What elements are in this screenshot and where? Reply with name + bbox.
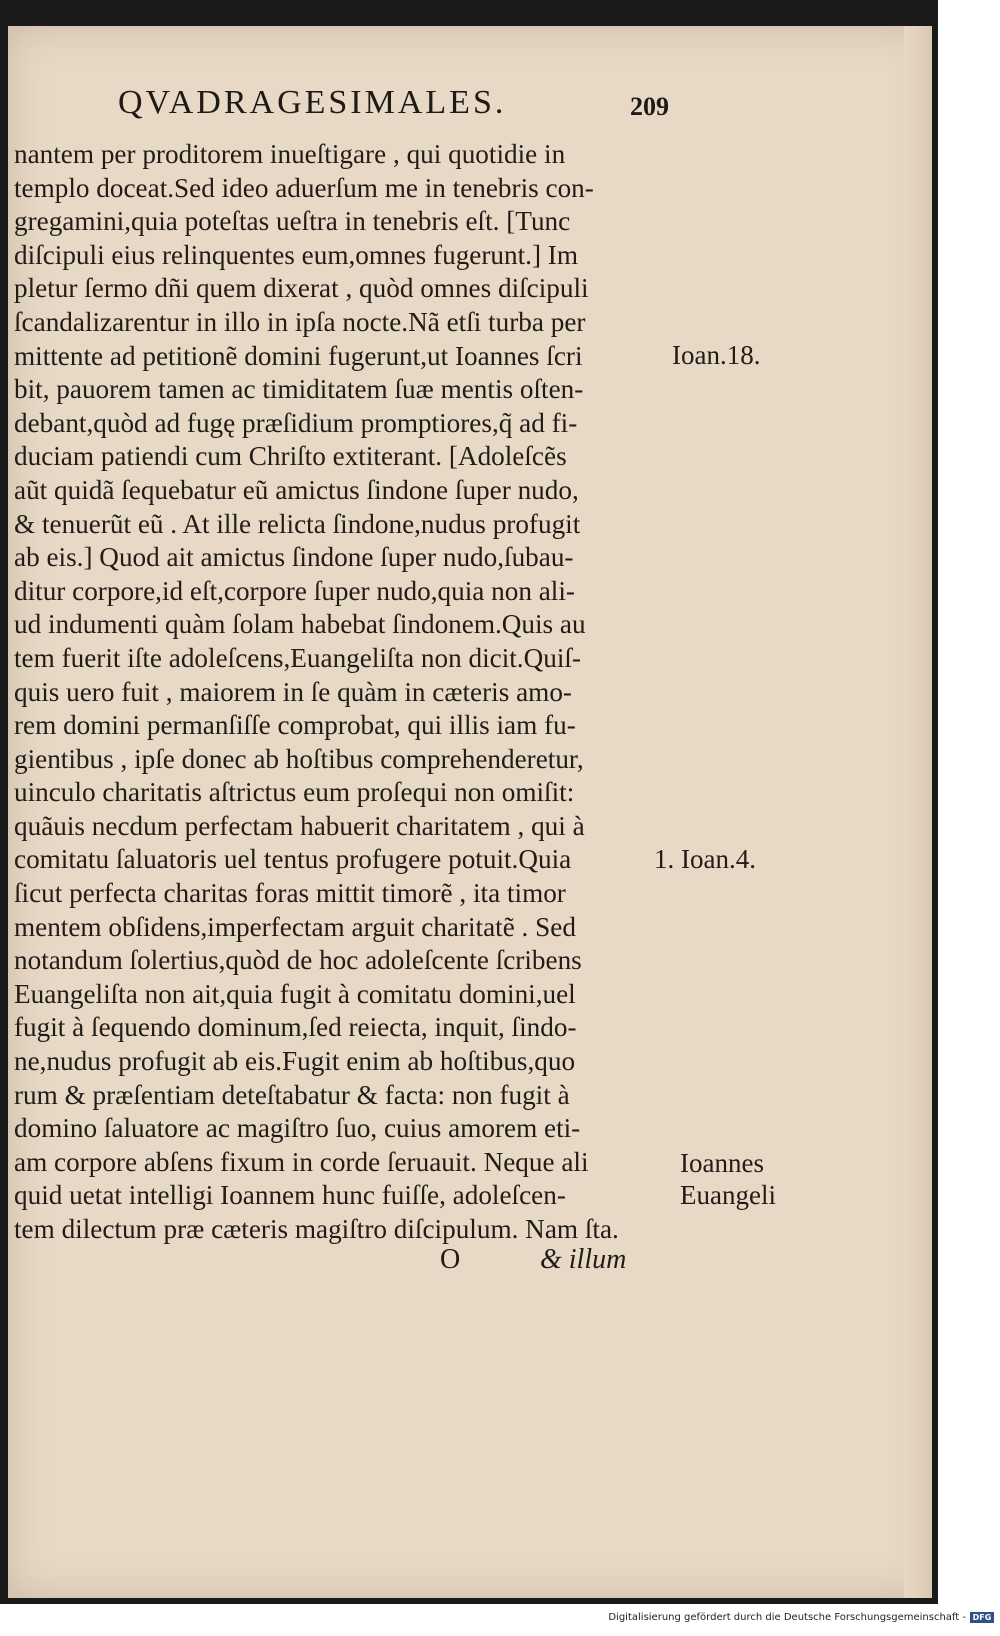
text-line: ſcandalizarentur in illo in ipſa nocte.Nã etſi turba per <box>14 306 586 337</box>
text-line: gregamini,quia poteſtas ueſtra in tenebris eſt. [Tunc <box>14 206 571 237</box>
marginal-note-1-ioan-4: 1. Ioan.4. <box>654 844 756 874</box>
text-line: templo doceat.Sed ideo aduerſum me in tenebris con- <box>14 172 594 203</box>
text-line: nantem per proditorem inueſtigare , qui quotidie in <box>14 139 566 169</box>
text-line: quis uero fuit , maiorem in ſe quàm in cæteris amo- <box>14 676 572 707</box>
text-line: tem dilectum præ cæteris magiſtro diſcipulum. Nam ſta. <box>14 1214 619 1244</box>
text-line: duciam patiendi cum Chriſto extiterant. [Adoleſcẽs <box>14 441 567 472</box>
text-line: tem fuerit iſte adoleſcens,Euangeliſta non dicit.Quiſ- <box>14 642 581 673</box>
text-line: gientibus , ipſe donec ab hoſtibus comprehenderetur, <box>14 743 584 774</box>
text-line: notandum ſolertius,quòd de hoc adoleſcente ſcribens <box>14 945 582 976</box>
text-line: Euangeliſta non ait,quia fugit à comitatu domini,uel <box>14 978 576 1009</box>
credit-text: Digitalisierung gefördert durch die Deutsche Forschungsgemeinschaft - <box>608 1612 966 1623</box>
text-line: ditur corpore,id eſt,corpore ſuper nudo,quia non ali- <box>14 575 575 606</box>
page-number: 209 <box>630 92 669 121</box>
marginal-note-ioannes: Ioannes <box>680 1148 764 1178</box>
text-line: am corpore abſens fixum in corde ſeruauit. Neque ali <box>14 1146 589 1177</box>
dfg-logo-icon: DFG <box>970 1612 994 1623</box>
marginal-note-euangeli: Euangeli <box>680 1180 776 1210</box>
text-line: ne,nudus profugit ab eis.Fugit enim ab hoſtibus,quo <box>14 1046 576 1077</box>
text-line: comitatu ſaluatoris uel tentus profugere potuit.Quia <box>14 844 572 875</box>
text-line: diſcipuli eius relinquentes eum,omnes fugerunt.] Im <box>14 239 579 270</box>
running-head: QVADRAGESIMALES. <box>118 84 507 121</box>
text-line: rum & præſentiam deteſtabatur & facta: non fugit à <box>14 1079 570 1110</box>
catchword: & illum <box>540 1244 627 1275</box>
body-text <box>14 138 694 1247</box>
text-line: mentem obſidens,imperfectam arguit charitatẽ . Sed <box>14 911 576 942</box>
digitization-credit <box>608 1612 994 1623</box>
text-line: quid uetat intelligi Ioannem hunc fuiſſe, adoleſcen- <box>14 1180 566 1211</box>
text-line: quãuis necdum perfectam habuerit charitatem , qui à <box>14 810 585 841</box>
text-line: ud indumenti quàm ſolam habebat ſindonem.Quis au <box>14 609 586 640</box>
signature-mark: O <box>440 1244 461 1275</box>
text-line: bit, pauorem tamen ac timiditatem ſuæ mentis oſten- <box>14 374 584 405</box>
text-line: debant,quòd ad fugę præſidium promptiores,q̃ ad fi- <box>14 407 578 438</box>
text-line: aũt quidã ſequebatur eũ amictus ſindone ſuper nudo, <box>14 474 579 505</box>
text-line: rem domini permanſiſſe comprobat, qui illis iam fu- <box>14 710 576 741</box>
marginal-note-ioan-18: Ioan.18. <box>672 340 761 370</box>
text-line: ſicut perfecta charitas foras mittit timorẽ , ita timor <box>14 878 566 909</box>
text-line: pletur ſermo dñi quem dixerat , quòd omnes diſcipuli <box>14 273 589 304</box>
text-line: ab eis.] Quod ait amictus ſindone ſuper nudo,ſubau- <box>14 542 574 573</box>
text-line: mittente ad petitionẽ domini fugerunt,ut Ioannes ſcri <box>14 340 583 371</box>
text-line: domino ſaluatore ac magiſtro ſuo, cuius amorem eti- <box>14 1113 581 1144</box>
page-edge <box>904 26 932 1598</box>
text-line: uinculo charitatis aſtrictus eum proſequi non omiſit: <box>14 777 575 808</box>
text-line: & tenuerũt eũ . At ille relicta ſindone,nudus profugit <box>14 508 581 539</box>
text-line: fugit à ſequendo dominum,ſed reiecta, inquit, ſindo- <box>14 1012 577 1043</box>
